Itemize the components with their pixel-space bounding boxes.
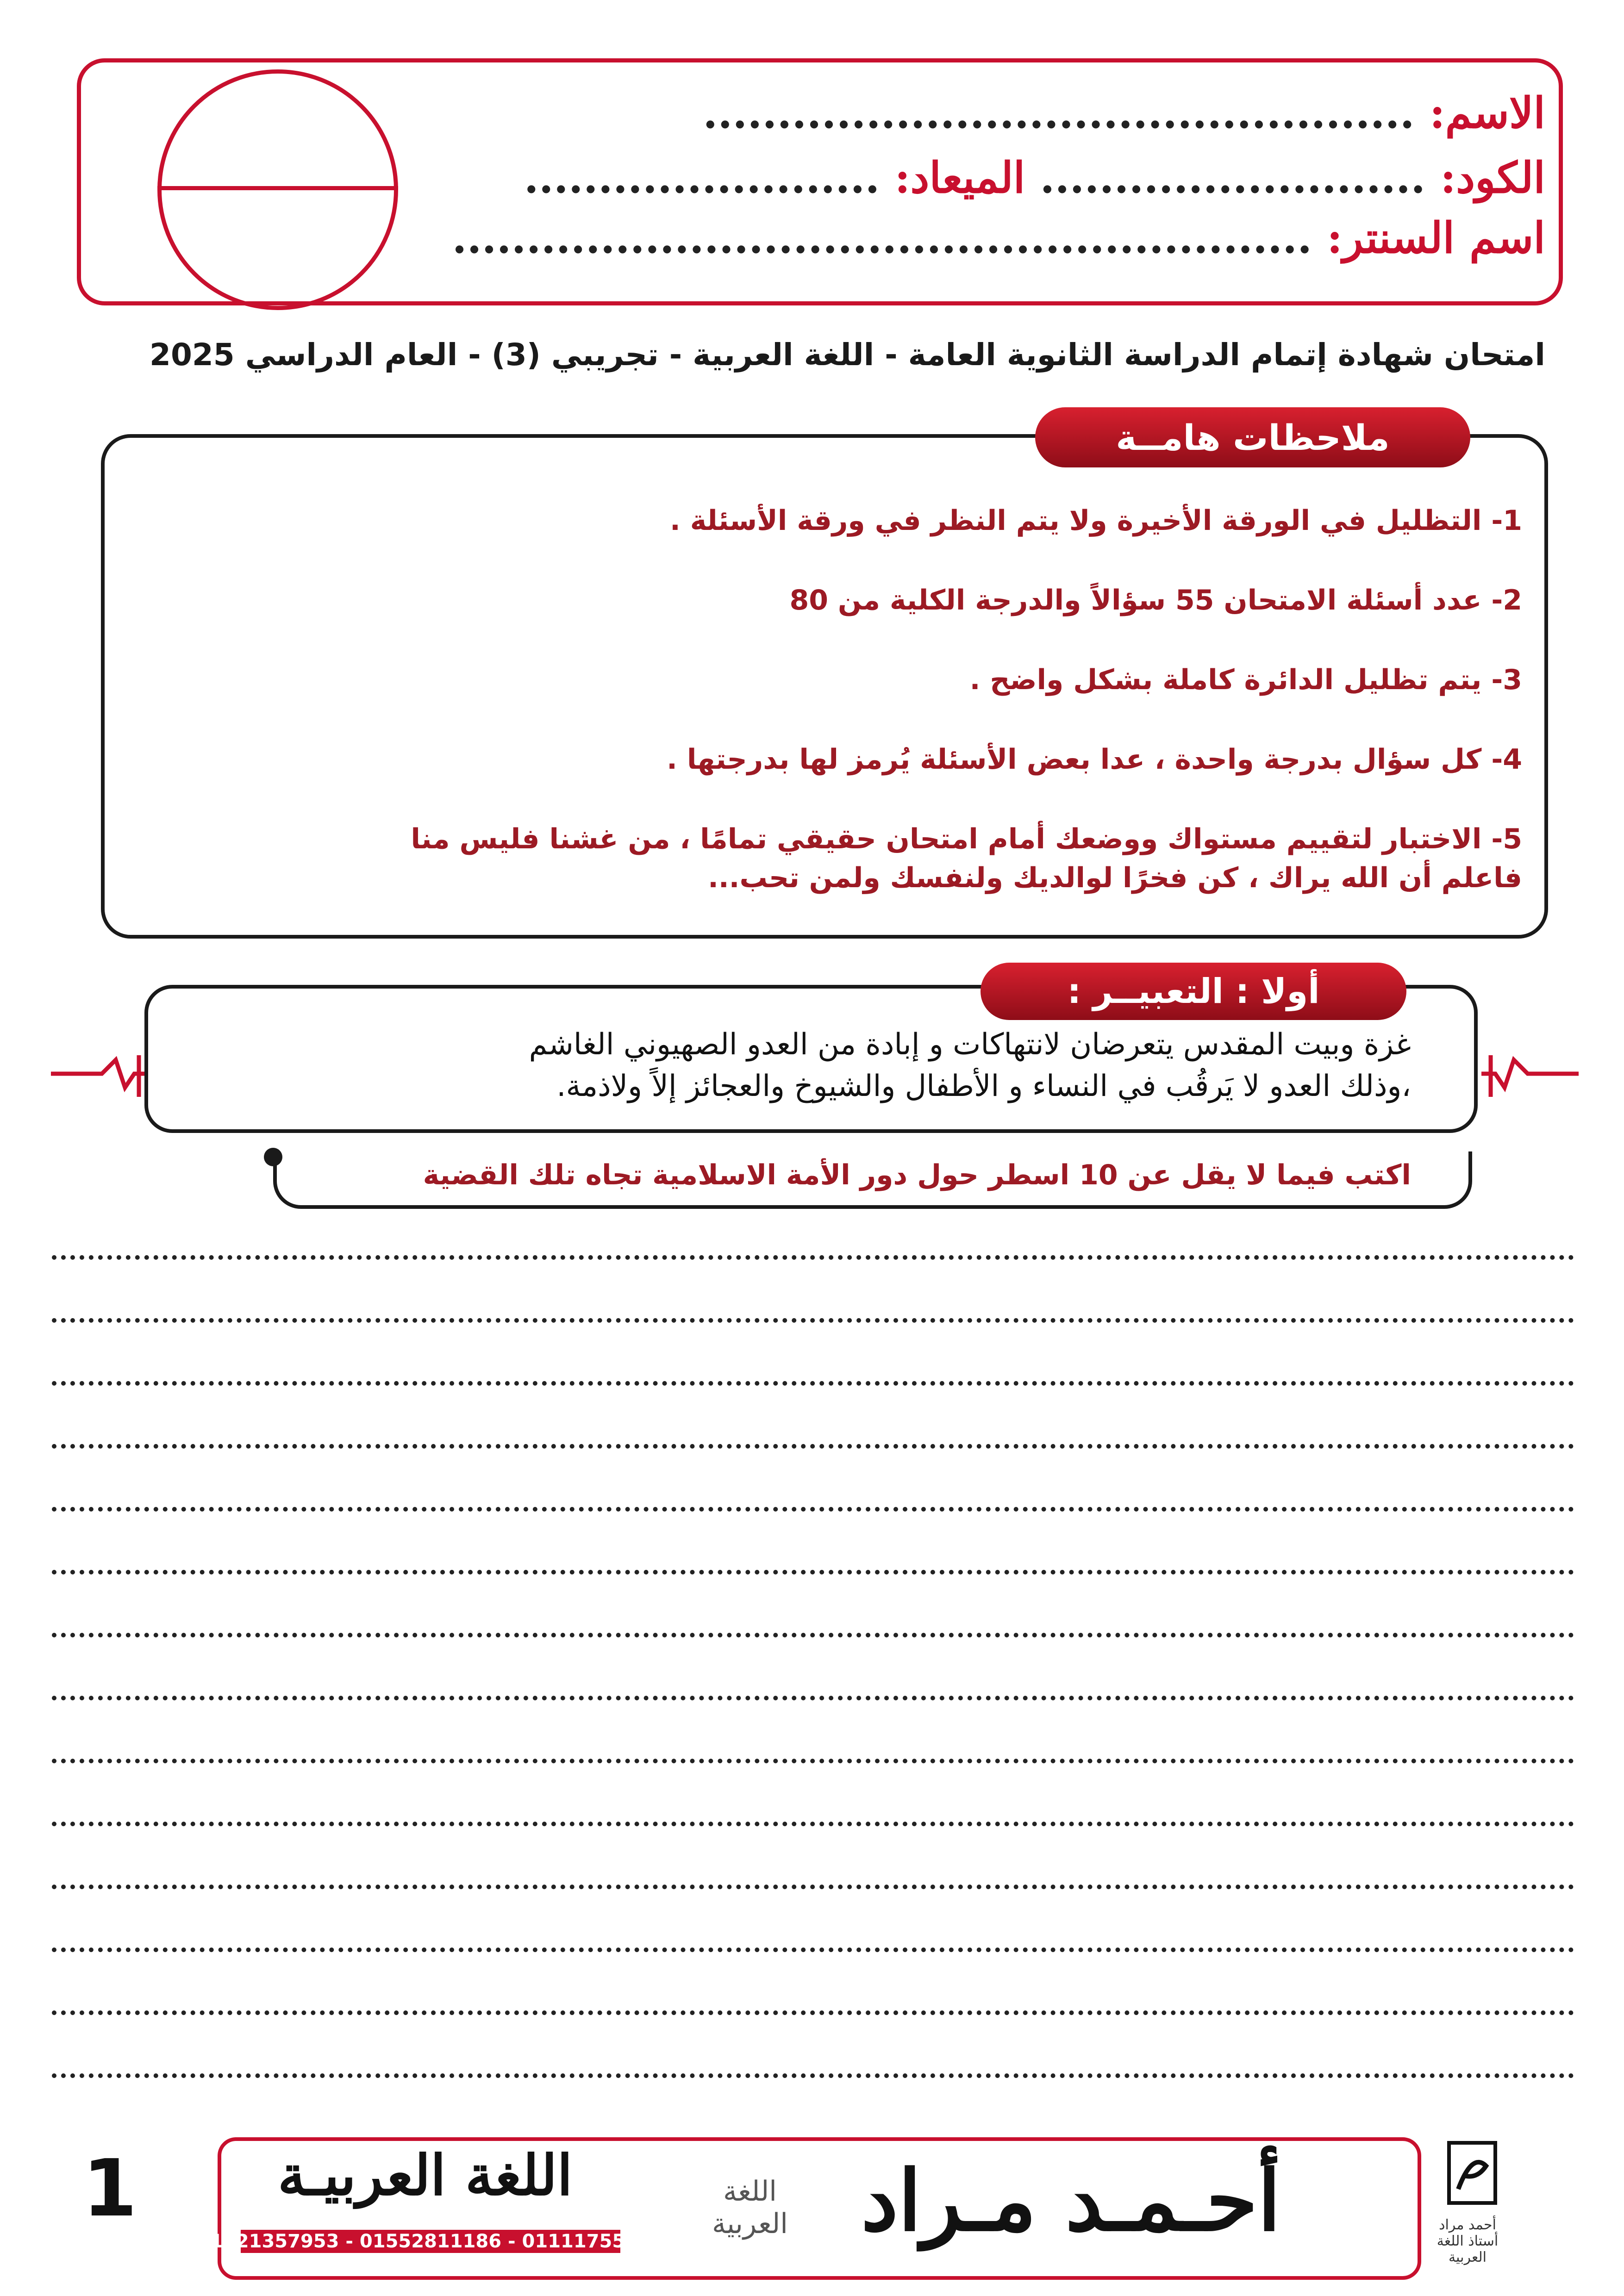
brand-name: أحـمـد مـراد xyxy=(861,2152,1281,2250)
center-label: اسم السنتر: xyxy=(1327,213,1545,263)
answer-line[interactable] xyxy=(52,1255,1574,1260)
task-instruction: اكتب فيما لا يقل عن 10 اسطر حول دور الأمة الاسلامية تجاه تلك القضية xyxy=(423,1159,1411,1191)
author-logo-icon xyxy=(1444,2138,1500,2208)
task-bullet xyxy=(264,1148,282,1166)
answer-line[interactable] xyxy=(52,1570,1574,1574)
note-item: 4- كل سؤال بدرجة واحدة ، عدا بعض الأسئلة يُرمز لها بدرجتها . xyxy=(667,743,1522,776)
name-field[interactable]: ................................................ xyxy=(703,88,1415,138)
footer-subject: اللغة العربيـة xyxy=(278,2143,573,2208)
code-field[interactable]: .......................... xyxy=(1040,153,1426,203)
author-logo-title: أستاذ اللغة العربية xyxy=(1437,2233,1499,2265)
date-field[interactable]: ........................ xyxy=(524,153,880,203)
answer-line[interactable] xyxy=(52,1507,1574,1512)
code-label: الكود: xyxy=(1440,153,1545,203)
answer-line[interactable] xyxy=(52,2010,1574,2015)
center-row xyxy=(452,213,1545,263)
answer-line[interactable] xyxy=(52,2073,1574,2078)
answer-line[interactable] xyxy=(52,1885,1574,1889)
note-item-continued: فاعلم أن الله يراك ، كن فخرًا لوالديك ولنفسك ولمن تحب... xyxy=(708,862,1522,894)
answer-line[interactable] xyxy=(52,1822,1574,1826)
answer-line[interactable] xyxy=(52,1759,1574,1763)
name-row xyxy=(703,88,1545,138)
note-item: 1- التظليل في الورقة الأخيرة ولا يتم النظر في ورقة الأسئلة . xyxy=(670,504,1522,537)
code-row xyxy=(524,153,1545,203)
grade-circle-divider xyxy=(157,186,398,190)
name-label: الاسم: xyxy=(1429,88,1545,138)
expression-prompt-line-1: غزة وبيت المقدس يتعرضان لانتهاكات و إبادة من العدو الصهيوني الغاشم xyxy=(529,1027,1411,1062)
answer-line[interactable] xyxy=(52,1948,1574,1952)
brand-calligraphy-logo: اللغة العربية xyxy=(712,2175,788,2240)
answer-line[interactable] xyxy=(52,1318,1574,1323)
answer-line[interactable] xyxy=(52,1444,1574,1449)
expression-prompt-line-2: ،وذلك العدو لا يَرقُب في النساء و الأطفال والشيوخ والعجائز إلاً ولاذمة. xyxy=(556,1069,1411,1103)
center-field[interactable]: .......................................................... xyxy=(452,213,1312,263)
footer-phones: 01121357953 - 01552811186 - 01111755768 xyxy=(197,2231,664,2252)
page-number: 1 xyxy=(82,2143,137,2234)
note-item: 3- يتم تظليل الدائرة كاملة بشكل واضح . xyxy=(969,664,1522,696)
author-logo-name: أحمد مراد xyxy=(1439,2217,1496,2233)
expression-title: أولا : التعبيــر : xyxy=(981,963,1406,1020)
answer-line[interactable] xyxy=(52,1381,1574,1386)
date-label: الميعاد: xyxy=(894,153,1025,203)
author-logo-caption xyxy=(1421,2217,1514,2265)
answer-line[interactable] xyxy=(52,1696,1574,1700)
answer-line[interactable] xyxy=(52,1633,1574,1637)
note-item: 5- الاختبار لتقييم مستواك ووضعك أمام امتحان حقيقي تمامًا ، من غشنا فليس منا xyxy=(411,823,1522,855)
note-item: 2- عدد أسئلة الامتحان 55 سؤالاً والدرجة الكلية من 80 xyxy=(789,584,1522,616)
notes-title: ملاحظات هامــة xyxy=(1035,407,1470,467)
exam-title: امتحان شهادة إتمام الدراسة الثانوية العامة - اللغة العربية - تجريبي (3) - العام الدراسي 2025 xyxy=(150,337,1545,373)
